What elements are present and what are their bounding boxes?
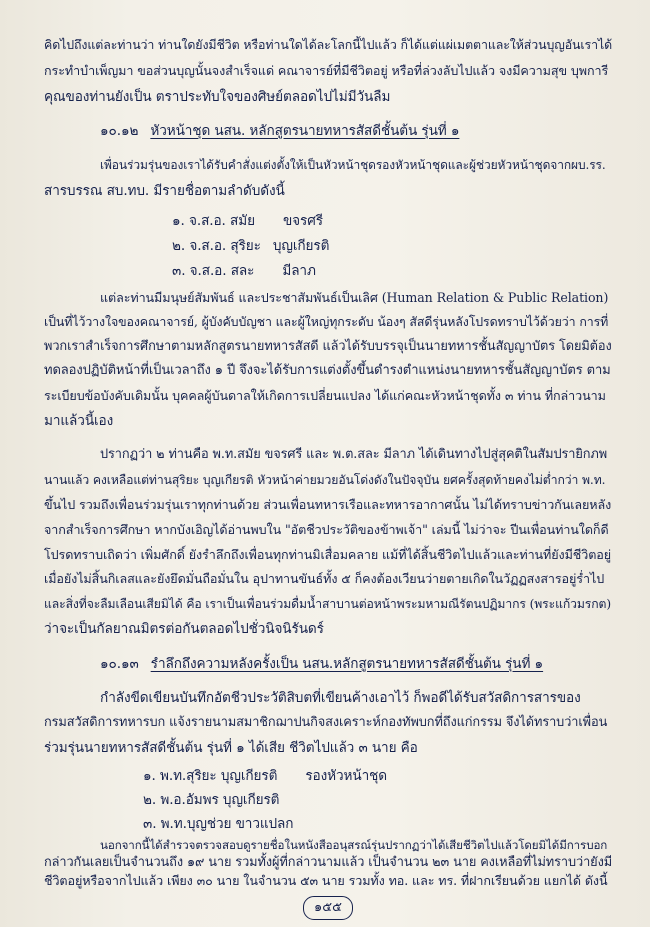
section-13-para1-line: กำลังขีดเขียนบันทึกอัตชีวประวัติสิบตที่เขียนค้างเอาไว้ ก็พอดีได้รับสวัสดิการสารของ: [100, 690, 581, 706]
section-12-para2-line: เป็นที่ไว้วางใจของคณาจารย์, ผู้บังคับบัญชา และผู้ใหญ่ทุกระดับ น้องๆ สัสดีรุ่นหลังโปรดทราบไว้ด้วยว่า การที่: [44, 314, 609, 329]
member-item: ๑. จ.ส.อ. สมัย ขจรศรี: [172, 213, 323, 229]
section-13-heading: [100, 655, 543, 673]
section-12-para2-line: แต่ละท่านมีมนุษย์สัมพันธ์ และประชาสัมพันธ์เป็นเลิศ (Human Relation & Public Relation): [100, 290, 609, 305]
intro-line-1: คิดไปถึงแต่ละท่านว่า ท่านใดยังมีชีวิต หรือท่านใดได้ละโลกนี้ไปแล้ว ก็ได้แต่แผ่เมตตาและให้ส่วนบุญอันเราได้: [44, 37, 613, 52]
section-12-number: ๑๐.๑๒: [100, 123, 139, 139]
section-13-number: ๑๐.๑๓: [100, 656, 139, 672]
section-13-title: รำลึกถึงความหลังครั้งเป็น นสน.หลักสูตรนายทหารสัสดีชั้นต้น รุ่นที่ ๑: [150, 656, 544, 672]
section-12-title: หัวหน้าชุด นสน. หลักสูตรนายทหารสัสดีชั้นต้น รุ่นที่ ๑: [150, 123, 460, 139]
member-item: ๓. จ.ส.อ. สละ มีลาภ: [172, 263, 316, 279]
section-12-para2-line: มาแล้วนี้เอง: [44, 413, 114, 429]
section-13-para1-line: ร่วมรุ่นนายทหารสัสดีชั้นต้น รุ่นที่ ๑ ได้เสีย ชีวิตไปแล้ว ๓ นาย คือ: [44, 740, 418, 756]
section-12-para3-line: ขึ้นไป รวมถึงเพื่อนร่วมรุ่นเราทุกท่านด้วย ส่วนเพื่อนทหารเรือและทหารอากาศนั้น ไม่ได้ทราบข่าวกันเลยหลัง: [44, 497, 612, 512]
section-12-para2-line: ระเบียบข้อบังคับเดิมนั้น บุคคลผู้บันดาลให้เกิดการเปลี่ยนแปลง ได้แก่คณะหัวหน้าชุดทั้ง ๓ ท่าน ที่กล่าวนาม: [44, 388, 606, 403]
section-13-para1-line: กรมสวัสดิการทหารบก แจ้งรายนามสมาชิกฌาปนกิจสงเคราะห์กองทัพบกที่ถึงแก่กรรม จึงได้ทราบว่าเพื่อน: [44, 715, 608, 730]
section-12-para3-line: ปรากฏว่า ๒ ท่านคือ พ.ท.สมัย ขจรศรี และ พ.ต.สละ มีลาภ ได้เดินทางไปสู่สุคติในสัมปรายิกภพ: [100, 447, 608, 462]
intro-line-3: คุณของท่านยังเป็น ตราประทับใจของศิษย์ตลอดไปไม่มีวันลืม: [44, 89, 391, 105]
intro-line-2: กระทำบำเพ็ญมา ขอส่วนบุญนั้นจงสำเร็จแด่ คณาจารย์ที่มีชีวิตอยู่ หรือที่ล่วงลับไปแล้ว จงมีความสุข บุพการี: [44, 63, 609, 78]
section-13-para2-line: กล่าวกันเลยเป็นจำนวนถึง ๑๙ นาย รวมทั้งผู้ที่กล่าวนามแล้ว เป็นจำนวน ๒๓ นาย คงเหลือที่ไม่ทราบว่ายังมี: [44, 855, 613, 870]
page-number: ๑๕๕: [303, 896, 353, 920]
section-12-para3-line: นานแล้ว คงเหลือแต่ท่านสุริยะ บุญเกียรติ หัวหน้าค่ายมวยอันโด่งดังในปัจจุบัน ยศครั้งสุดท้ายคงไม่ต่ำกว่า พ.ท.: [44, 473, 606, 487]
section-13-para2-line: นอกจากนี้ได้สำรวจตรวจสอบดูรายชื่อในหนังสืออนุสรณ์รุ่นปรากฏว่าได้เสียชีวิตไปแล้วโดยมิได้มีการบอก: [100, 838, 608, 852]
section-12-para2-line: พวกเราสำเร็จการศึกษาตามหลักสูตรนายทหารสัสดี แล้วได้รับบรรจุเป็นนายทหารชั้นสัญญาบัตร โดยมิต้อง: [44, 339, 612, 354]
section-12-para3-line: จากสำเร็จการศึกษา หากบังเอิญได้อ่านพบใน "อัตชีวประวัติของข้าพเจ้า" เล่มนี้ ไม่ว่าจะ ปีนเพื่อนท่านใดก็ดี: [44, 522, 609, 537]
section-12-para1-line-2: สารบรรณ สบ.ทบ. มีรายชื่อตามลำดับดังนี้: [44, 183, 285, 199]
section-12-heading: [100, 122, 459, 140]
section-12-para1-line-1: เพื่อนร่วมรุ่นของเราได้รับคำสั่งแต่งตั้งให้เป็นหัวหน้าชุดรองหัวหน้าชุดและผู้ช่วยหัวหน้าชุดจากผบ.รร.: [100, 158, 606, 172]
deceased-item: ๒. พ.อ.อัมพร บุญเกียรติ: [143, 792, 280, 808]
deceased-item: ๑. พ.ท.สุริยะ บุญเกียรติ รองหัวหน้าชุด: [143, 768, 387, 784]
section-13-para2-line: ชีวิตอยู่หรือจากไปแล้ว เพียง ๓๐ นาย ในจำนวน ๕๓ นาย รวมทั้ง ทอ. และ ทร. ที่ฝากเรียนด้วย แยกได้ ดังนี้: [44, 873, 608, 888]
section-12-para3-line: โปรดทราบเถิดว่า เพิ่มศักดิ์ ยังรำลึกถึงเพื่อนทุกท่านมิเสื่อมคลาย แม้ที่ได้สิ้นชีวิตไปแล้วและท่านที่ยังมีชีวิตอยู่: [44, 547, 612, 562]
section-12-para2-line: ทดลองปฏิบัติหน้าที่เป็นเวลาถึง ๑ ปี จึงจะได้รับการแต่งตั้งขึ้นดำรงตำแหน่งนายทหารชั้นสัญญาบัตร ตาม: [44, 363, 611, 378]
deceased-item: ๓. พ.ท.บุญช่วย ขาวแปลก: [143, 816, 294, 832]
section-12-para3-line: และสิ่งที่จะลืมเลือนเสียมิได้ คือ เราเป็นเพื่อนร่วมดื่มน้ำสาบานต่อหน้าพระมหามณีรัตนปฏิมากร (พระแก้วมรกต): [44, 597, 611, 611]
section-12-para3-line: เมื่อยังไม่สิ้นกิเลสและยังยึดมั่นถือมั่นใน อุปาทานขันธ์ทั้ง ๕ ก็คงต้องเวียนว่ายตายเกิดในวัฏฏสงสารอยู่ร่ำไป: [44, 571, 605, 586]
section-12-para3-line: ว่าจะเป็นกัลยาณมิตรต่อกันตลอดไปชั่วนิจนิรันดร์: [44, 621, 324, 637]
member-item: ๒. จ.ส.อ. สุริยะ บุญเกียรติ: [172, 238, 330, 254]
